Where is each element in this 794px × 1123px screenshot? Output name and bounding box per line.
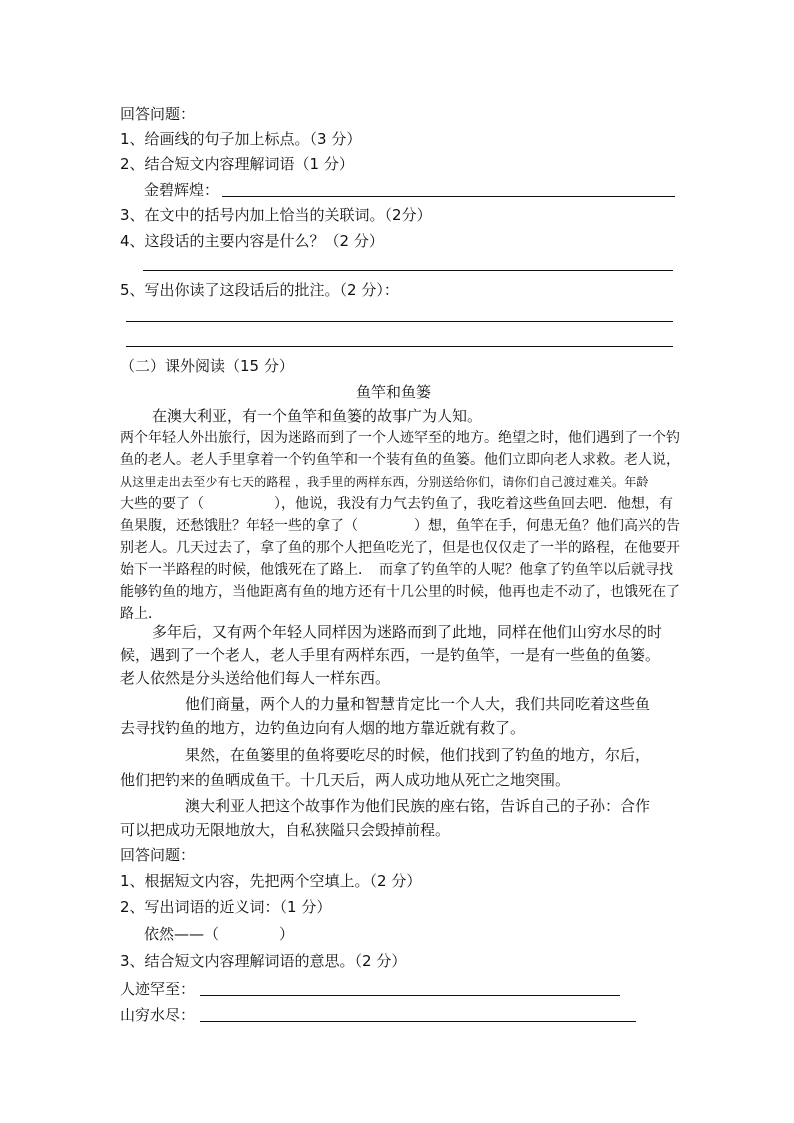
passage-line: 能够钓鱼的地方，当他距离有鱼的地方还有十几公里的时候，他再也走不动了，也饿死在了 <box>120 584 680 600</box>
passage-line: 鱼的老人。老人手里拿着一个钓鱼竿和一个装有鱼的鱼篓。他们立即向老人求救。老人说， <box>120 452 680 468</box>
passage-line: 澳大利亚人把这个故事作为他们民族的座右铭，告诉自己的子孙：合作 <box>185 797 651 815</box>
answer-line-q5-a[interactable] <box>126 321 673 322</box>
question-2: 2、写出词语的近义词：（1 分） <box>120 898 332 916</box>
question-2-word: 金碧辉煌： <box>144 181 220 199</box>
answer-line-q2[interactable] <box>222 196 675 197</box>
answer-line-q4[interactable] <box>143 270 673 271</box>
passage-line: 从这里走出去至少有七天的路程 ，我手里的两样东西，分别送给你们，请你们自己渡过难关。年龄 <box>120 475 649 489</box>
passage-line: 鱼果腹，还愁饿肚？年轻一些的拿了（ ）想，鱼竿在手，何患无鱼？他们高兴的告 <box>120 518 680 534</box>
question-1: 1、给画线的句子加上标点。（3 分） <box>120 130 362 148</box>
question-3: 3、在文中的括号内加上恰当的关联词。（2分） <box>120 206 432 224</box>
questions-heading: 回答问题： <box>120 105 196 123</box>
answer-line-word-2[interactable] <box>200 1021 636 1022</box>
question-4: 4、这段话的主要内容是什么？（2 分） <box>120 232 384 250</box>
passage-line: 候，遇到了一个老人，老人手里有两样东西，一是钓鱼竿，一是有一些鱼的鱼篓。 <box>120 646 661 664</box>
section-heading: （二）课外阅读（15 分） <box>120 357 294 375</box>
passage-line: 他们商量，两个人的力量和智慧肯定比一个人大，我们共同吃着这些鱼 <box>185 695 651 713</box>
passage-line: 路上． <box>120 606 162 622</box>
answer-line-q5-b[interactable] <box>126 346 673 347</box>
question-3-word-1: 人迹罕至： <box>120 980 196 998</box>
passage-line: 大些的要了（ ），他说，我没有力气去钓鱼了，我吃着这些鱼回去吧．他想，有 <box>120 496 673 512</box>
question-2-word: 依然——（ ） <box>144 925 295 943</box>
passage-line: 在澳大利亚，有一个鱼竿和鱼篓的故事广为人知。 <box>152 407 483 425</box>
answer-line-word-1[interactable] <box>200 995 620 996</box>
passage-line: 可以把成功无限地放大，自私狭隘只会毁掉前程。 <box>120 821 451 839</box>
passage-line: 他们把钓来的鱼晒成鱼干。十几天后，两人成功地从死亡之地突围。 <box>120 771 571 789</box>
passage-line: 老人依然是分头送给他们每人一样东西。 <box>120 669 391 687</box>
passage-line: 别老人。几天过去了，拿了鱼的那个人把鱼吃光了，但是也仅仅走了一半的路程，在他要开 <box>120 540 680 556</box>
passage-line: 去寻找钓鱼的地方，边钓鱼边向有人烟的地方靠近就有救了。 <box>120 719 526 737</box>
question-3: 3、结合短文内容理解词语的意思。（2 分） <box>120 952 407 970</box>
question-5: 5、写出你读了这段话后的批注。（2 分）： <box>120 281 399 299</box>
passage-title: 鱼竿和鱼篓 <box>356 383 432 401</box>
passage-line: 两个年轻人外出旅行，因为迷路而到了一个人迹罕至的地方。绝望之时，他们遇到了一个钓 <box>120 430 680 446</box>
passage-line: 多年后，又有两个年轻人同样因为迷路而到了此地，同样在他们山穷水尽的时 <box>152 623 663 641</box>
question-2: 2、结合短文内容理解词语（1 分） <box>120 155 354 173</box>
question-3-word-2: 山穷水尽： <box>120 1006 196 1024</box>
passage-line: 果然，在鱼篓里的鱼将要吃尽的时候，他们找到了钓鱼的地方，尔后， <box>185 746 651 764</box>
passage-line: 始下一半路程的时候，他饿死在了路上． 而拿了钓鱼竿的人呢？他拿了钓鱼竿以后就寻找 <box>120 562 673 578</box>
questions-heading: 回答问题： <box>120 846 196 864</box>
question-1: 1、根据短文内容，先把两个空填上。（2 分） <box>120 872 422 890</box>
